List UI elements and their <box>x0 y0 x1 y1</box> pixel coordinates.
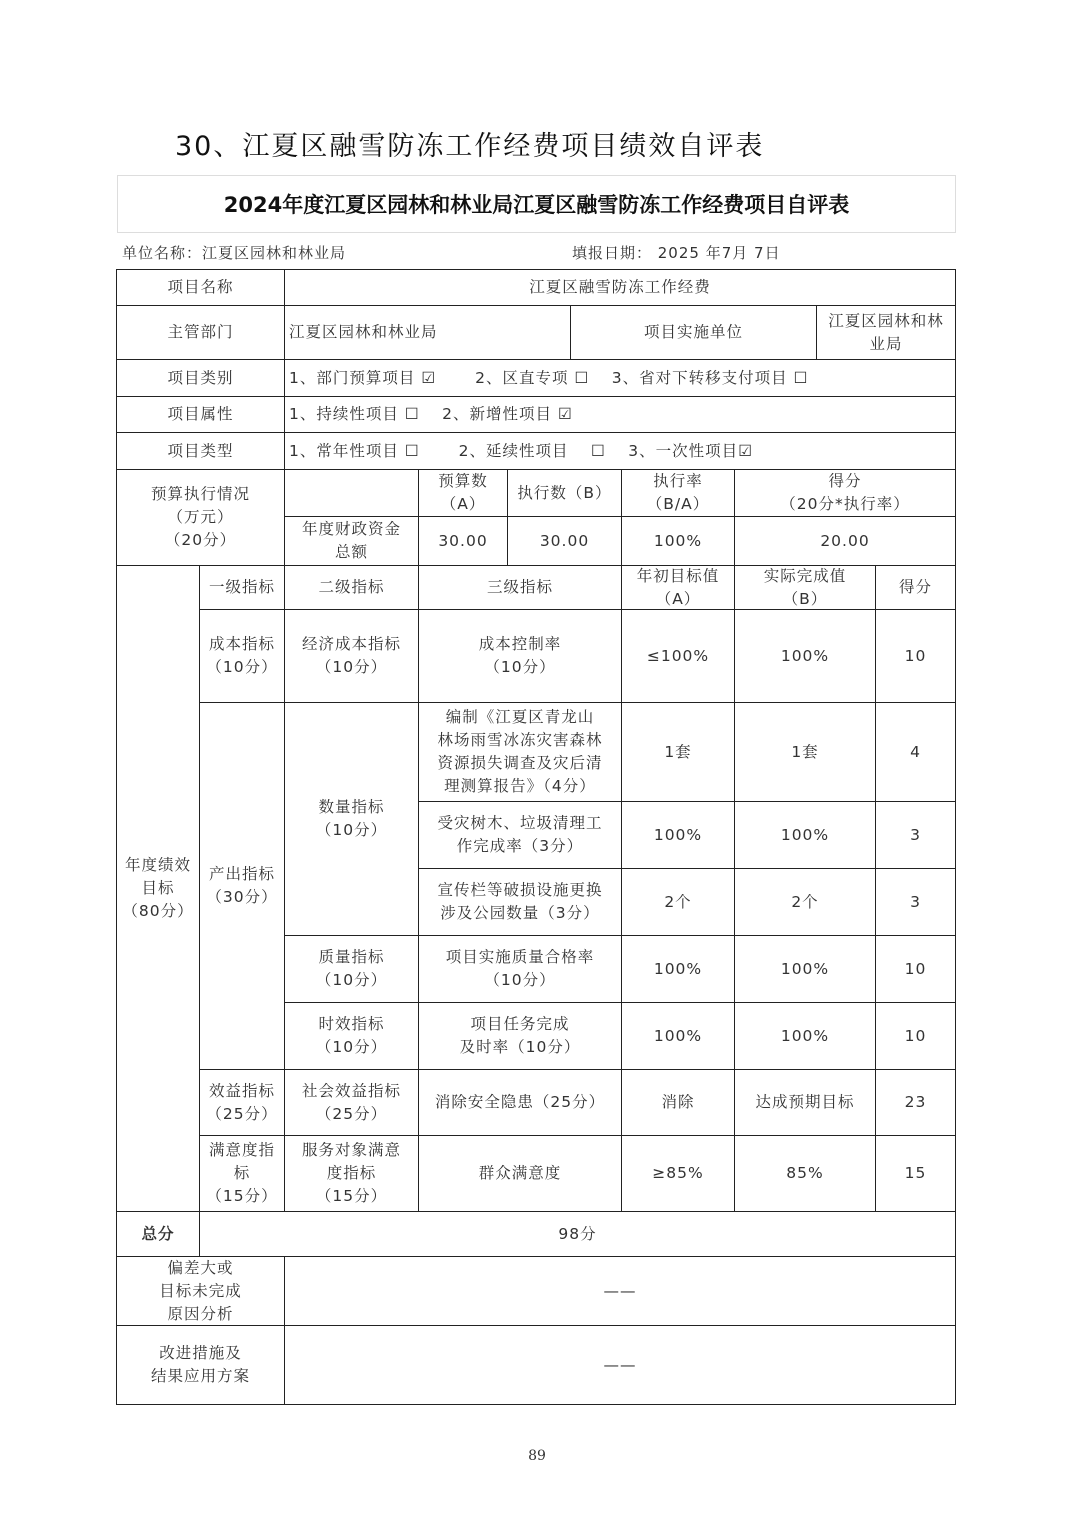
target-value: ≥85% <box>621 1135 735 1212</box>
impl-unit-value: 江夏区园林和林 业局 <box>816 305 956 360</box>
table-title: 2024年度江夏区园林和林业局江夏区融雪防冻工作经费项目自评表 <box>117 175 956 233</box>
total-label: 总分 <box>116 1211 200 1257</box>
budget-header: 执行率 （B/A） <box>621 469 735 517</box>
actual-value: 1套 <box>734 702 876 802</box>
project-name-value: 江夏区融雪防冻工作经费 <box>284 269 956 306</box>
actual-value: 达成预期目标 <box>734 1069 876 1136</box>
deviation-value: —— <box>284 1256 956 1326</box>
label-type: 项目类型 <box>116 432 285 470</box>
budget-header: 预算数 （A） <box>418 469 508 517</box>
level3-indicator: 受灾树木、垃圾清理工 作完成率（3分） <box>418 801 622 869</box>
target-value: 100% <box>621 801 735 869</box>
deviation-label: 偏差大或 目标未完成 原因分析 <box>116 1256 285 1326</box>
document-title: 30、江夏区融雪防冻工作经费项目绩效自评表 <box>175 131 765 162</box>
level3-indicator: 消除安全隐患（25分） <box>418 1069 622 1136</box>
level1-indicator: 满意度指 标 （15分） <box>199 1135 285 1212</box>
score-value: 3 <box>875 801 956 869</box>
target-value: 100% <box>621 1002 735 1070</box>
actual-value: 85% <box>734 1135 876 1212</box>
target-value: 消除 <box>621 1069 735 1136</box>
target-value: 1套 <box>621 702 735 802</box>
budget-blank <box>284 469 419 517</box>
label-attr: 项目属性 <box>116 396 285 433</box>
perf-header: 得分 <box>875 565 956 610</box>
improve-label: 改进措施及 结果应用方案 <box>116 1325 285 1405</box>
perf-header: 三级指标 <box>418 565 622 610</box>
actual-value: 2个 <box>734 868 876 936</box>
level1-indicator: 成本指标 （10分） <box>199 609 285 703</box>
perf-header: 年初目标值 （A） <box>621 565 735 610</box>
target-value: 2个 <box>621 868 735 936</box>
improve-value: —— <box>284 1325 956 1405</box>
level3-indicator: 项目实施质量合格率 （10分） <box>418 935 622 1003</box>
label-dept: 主管部门 <box>116 305 285 360</box>
budget-value: 30.00 <box>418 516 508 566</box>
score-value: 10 <box>875 609 956 703</box>
score-value: 4 <box>875 702 956 802</box>
label-project-name: 项目名称 <box>116 269 285 306</box>
score-value: 3 <box>875 868 956 936</box>
budget-label: 预算执行情况 （万元） （20分） <box>116 469 285 566</box>
perf-header: 二级指标 <box>284 565 419 610</box>
level2-indicator: 服务对象满意 度指标 （15分） <box>284 1135 419 1212</box>
level3-indicator: 项目任务完成 及时率（10分） <box>418 1002 622 1070</box>
budget-value: 30.00 <box>507 516 622 566</box>
page-number: 89 <box>528 1448 546 1464</box>
attr-value: 1、持续性项目 ☐ 2、新增性项目 ☑ <box>284 396 956 433</box>
budget-header: 执行数（B） <box>507 469 622 517</box>
perf-header: 实际完成值 （B） <box>734 565 876 610</box>
target-value: 100% <box>621 935 735 1003</box>
actual-value: 100% <box>734 1002 876 1070</box>
level2-indicator: 时效指标 （10分） <box>284 1002 419 1070</box>
budget-header: 得分 （20分*执行率） <box>734 469 956 517</box>
perf-header: 一级指标 <box>199 565 285 610</box>
level2-indicator: 数量指标 （10分） <box>284 702 419 936</box>
target-value: ≤100% <box>621 609 735 703</box>
level1-indicator: 产出指标 （30分） <box>199 702 285 1070</box>
level1-indicator: 效益指标 （25分） <box>199 1069 285 1136</box>
type-value: 1、常年性项目 ☐ 2、延续性项目 ☐ 3、一次性项目☑ <box>284 432 956 470</box>
perf-label: 年度绩效 目标 （80分） <box>116 565 200 1212</box>
budget-value: 100% <box>621 516 735 566</box>
level2-indicator: 经济成本指标 （10分） <box>284 609 419 703</box>
actual-value: 100% <box>734 609 876 703</box>
category-value: 1、部门预算项目 ☑ 2、区直专项 ☐ 3、省对下转移支付项目 ☐ <box>284 359 956 397</box>
label-category: 项目类别 <box>116 359 285 397</box>
unit-name: 单位名称：江夏区园林和林业局 <box>122 244 347 262</box>
dept-value: 江夏区园林和林业局 <box>284 305 571 360</box>
level2-indicator: 质量指标 （10分） <box>284 935 419 1003</box>
budget-row-label: 年度财政资金 总额 <box>284 516 419 566</box>
label-impl-unit: 项目实施单位 <box>570 305 817 360</box>
level3-indicator: 群众满意度 <box>418 1135 622 1212</box>
level3-indicator: 成本控制率 （10分） <box>418 609 622 703</box>
report-date: 填报日期： 2025 年7月 7日 <box>572 244 781 262</box>
score-value: 10 <box>875 935 956 1003</box>
level3-indicator: 宣传栏等破损设施更换 涉及公园数量（3分） <box>418 868 622 936</box>
score-value: 23 <box>875 1069 956 1136</box>
level3-indicator: 编制《江夏区青龙山 林场雨雪冰冻灾害森林 资源损失调查及灾后清 理测算报告》（4分） <box>418 702 622 802</box>
budget-value: 20.00 <box>734 516 956 566</box>
score-value: 15 <box>875 1135 956 1212</box>
score-value: 10 <box>875 1002 956 1070</box>
level2-indicator: 社会效益指标 （25分） <box>284 1069 419 1136</box>
total-value: 98分 <box>199 1211 956 1257</box>
actual-value: 100% <box>734 935 876 1003</box>
actual-value: 100% <box>734 801 876 869</box>
